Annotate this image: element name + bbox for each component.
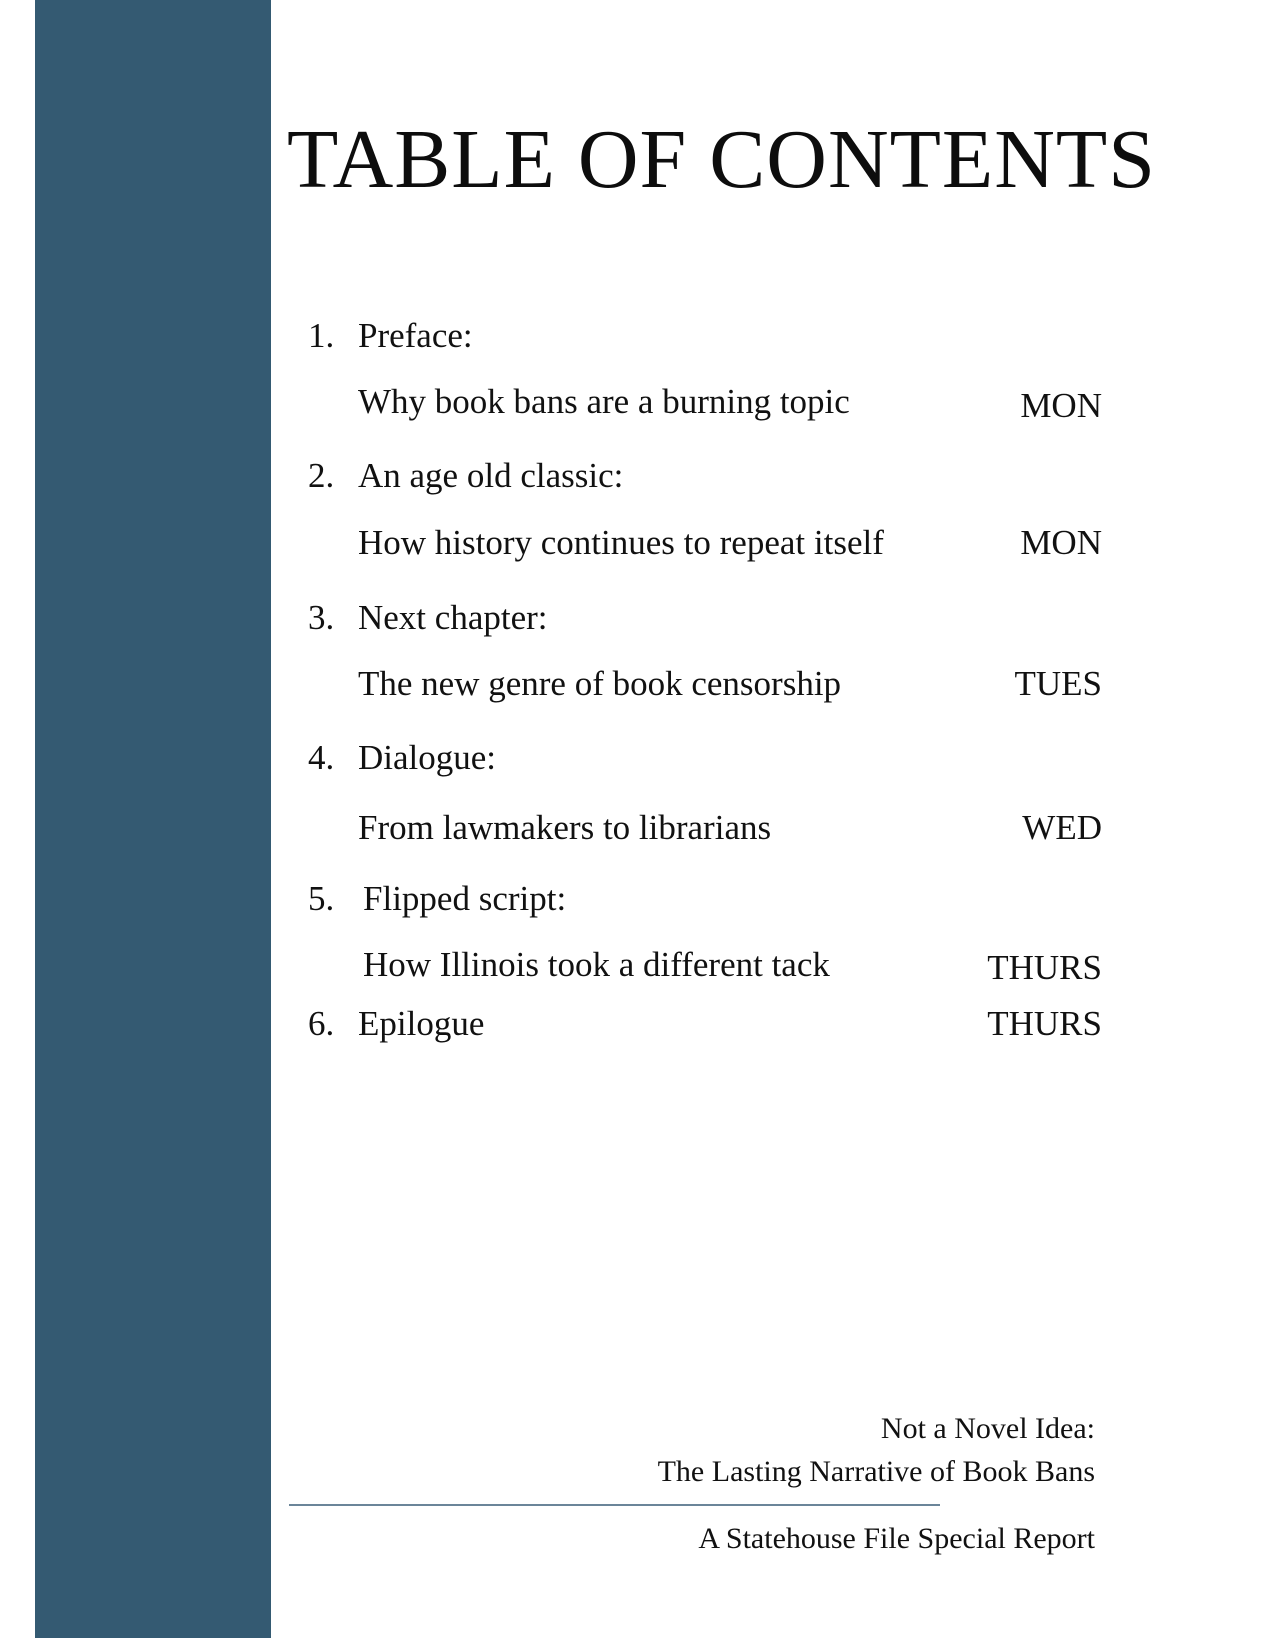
toc-entry-4-number: 4. bbox=[308, 738, 335, 777]
toc-entry-2-heading: An age old classic: bbox=[358, 456, 624, 495]
toc-entry-2-subtitle: How history continues to repeat itself bbox=[358, 523, 884, 562]
toc-entry-3-subtitle: The new genre of book censorship bbox=[358, 664, 842, 703]
toc-entry-3-number: 3. bbox=[308, 598, 335, 637]
footer-divider bbox=[289, 1504, 940, 1506]
toc-entry-4-heading: Dialogue: bbox=[358, 738, 497, 777]
report-credit: A Statehouse File Special Report bbox=[698, 1522, 1095, 1555]
toc-entry-3-day: TUES bbox=[1014, 664, 1102, 703]
toc-entry-4-subtitle: From lawmakers to librarians bbox=[358, 808, 772, 847]
toc-entry-2-number: 2. bbox=[308, 456, 335, 495]
toc-entry-5-subtitle: How Illinois took a different tack bbox=[363, 945, 830, 984]
toc-entry-5-number: 5. bbox=[308, 879, 335, 918]
toc-entry-6-number: 6. bbox=[308, 1004, 335, 1043]
toc-entry-4-day: WED bbox=[1022, 808, 1102, 847]
toc-entry-5-day: THURS bbox=[987, 948, 1102, 987]
toc-entry-1-day: MON bbox=[1020, 386, 1102, 425]
toc-entry-1-heading: Preface: bbox=[358, 316, 473, 355]
report-title-line1: Not a Novel Idea: bbox=[880, 1412, 1095, 1445]
toc-entry-1-number: 1. bbox=[308, 316, 335, 355]
toc-entry-2-day: MON bbox=[1020, 523, 1102, 562]
toc-entry-3-heading: Next chapter: bbox=[358, 598, 548, 637]
report-title-line2: The Lasting Narrative of Book Bans bbox=[657, 1455, 1095, 1488]
page-title: TABLE OF CONTENTS bbox=[287, 113, 1156, 206]
toc-entry-6-heading: Epilogue bbox=[358, 1004, 485, 1043]
toc-entry-5-heading: Flipped script: bbox=[363, 879, 567, 918]
toc-entry-1-subtitle: Why book bans are a burning topic bbox=[358, 382, 850, 421]
toc-entry-6-day: THURS bbox=[987, 1004, 1102, 1043]
